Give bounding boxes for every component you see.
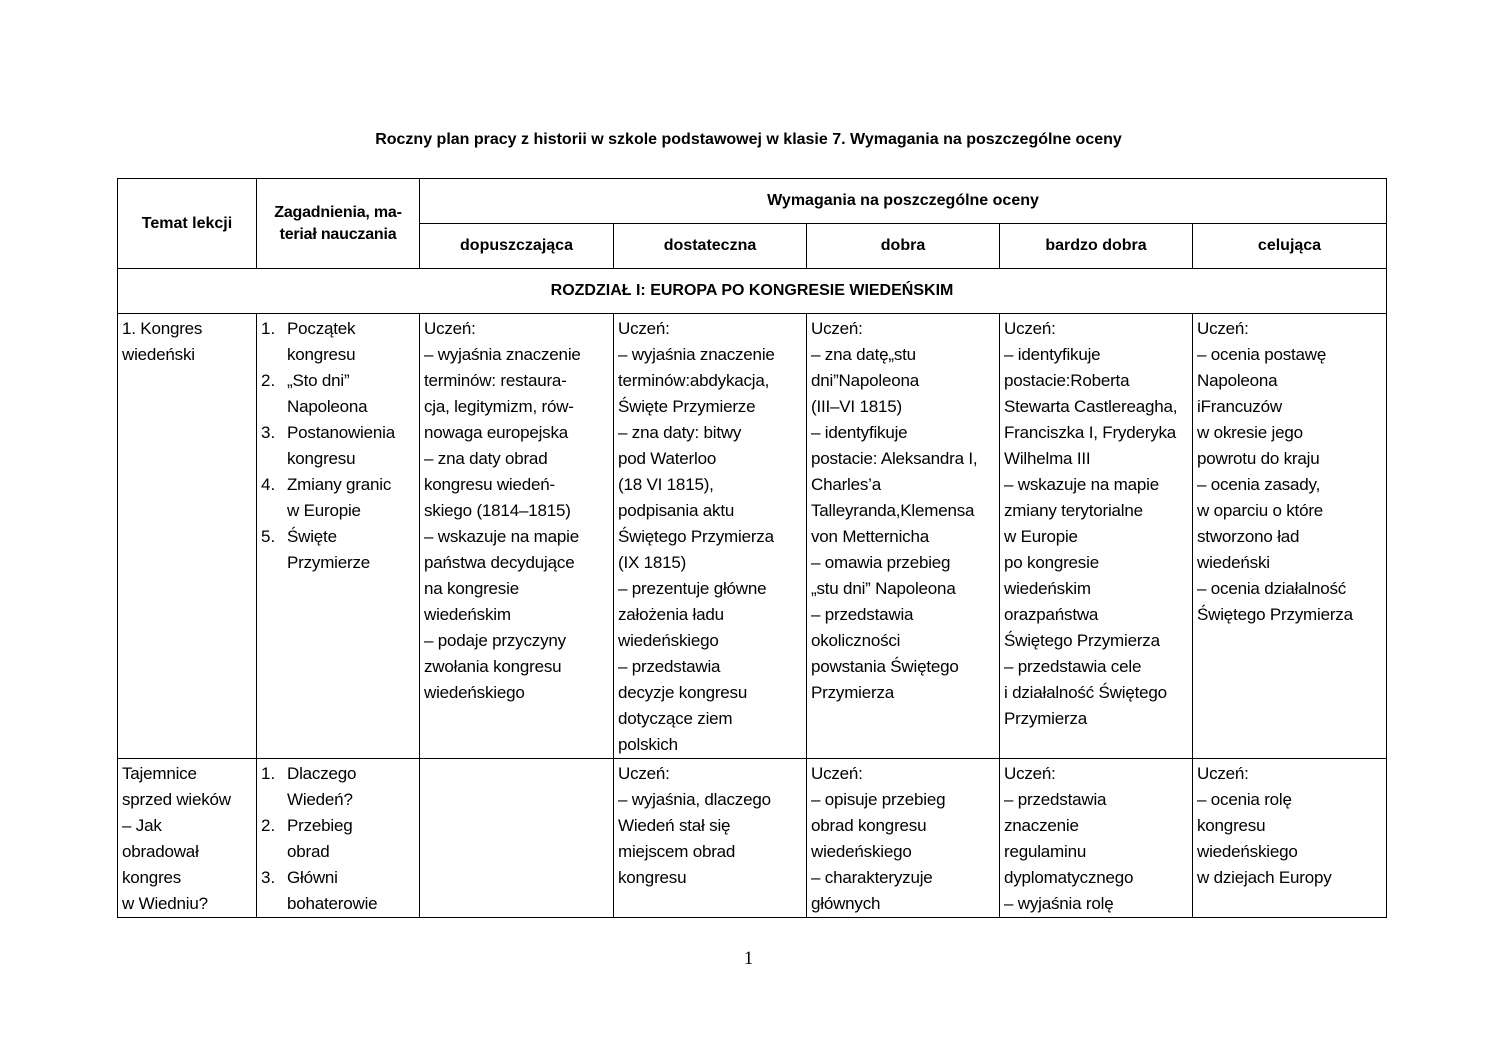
grade-cell-celujaca: Uczeń: – ocenia postawę Napoleona iFrancuzów w okresie jego powrotu do kraju – ocenia zasady, w oparciu o które stworzono ład wiedeński – ocenia działalność Świętego Przymierza bbox=[1193, 314, 1387, 759]
grade-cell-celujaca: Uczeń: – ocenia rolę kongresu wiedeńskiego w dziejach Europy bbox=[1193, 759, 1387, 918]
list-item: 4. Zmiany granic w Europie bbox=[261, 475, 392, 520]
header-issues: Zagadnienia, ma- teriał nauczania bbox=[257, 179, 420, 269]
grade-cell-dopuszczajaca bbox=[420, 759, 614, 918]
grade-cell-dostateczna: Uczeń: – wyjaśnia, dlaczego Wiedeń stał się miejscem obrad kongresu bbox=[614, 759, 807, 918]
header-grade-dostateczna: dostateczna bbox=[614, 224, 807, 269]
lesson-topic: Tajemnice sprzed wieków – Jak obradował kongres w Wiedniu? bbox=[118, 759, 257, 918]
header-grade-dobra: dobra bbox=[807, 224, 1000, 269]
grade-cell-dopuszczajaca: Uczeń: – wyjaśnia znaczenie terminów: restaura- cja, legitymizm, rów- nowaga europejska – zna daty obrad kongresu wiedeń- skiego (1814–1815) – wskazuje na mapie państwa decydujące na kongresie wiedeńskim – podaje przyczyny zwołania kongresu wiedeńskiego bbox=[420, 314, 614, 759]
list-item: 2. Przebieg obrad bbox=[261, 816, 353, 861]
lesson-issues bbox=[257, 759, 420, 918]
page-number: 1 bbox=[743, 948, 754, 969]
list-item: 1. Dlaczego Wiedeń? bbox=[261, 764, 357, 809]
lesson-topic: 1. Kongres wiedeński bbox=[118, 314, 257, 759]
header-requirements: Wymagania na poszczególne oceny bbox=[420, 179, 1387, 224]
list-item: 5. Święte Przymierze bbox=[261, 527, 371, 572]
list-item: 3. Główni bohaterowie bbox=[261, 868, 378, 913]
issues-list bbox=[261, 316, 415, 576]
document-title: Roczny plan pracy z historii w szkole podstawowej w klasie 7. Wymagania na poszczególne oceny bbox=[375, 131, 1122, 148]
grade-cell-dostateczna: Uczeń: – wyjaśnia znaczenie terminów:abdykacja, Święte Przymierze – zna daty: bitwy pod Waterloo (18 VI 1815), podpisania aktu Świętego Przymierza (IX 1815) – prezentuje główne założenia ładu wiedeńskiego – przedstawia decyzje kongresu dotyczące ziem polskich bbox=[614, 314, 807, 759]
header-topic: Temat lekcji bbox=[118, 179, 257, 269]
list-item: 2. „Sto dni” Napoleona bbox=[261, 371, 368, 416]
list-item: 3. Postanowienia kongresu bbox=[261, 423, 395, 468]
requirements-table bbox=[117, 178, 1387, 918]
grade-cell-dobra: Uczeń: – zna datę„stu dni”Napoleona (III–VI 1815) – identyfikuje postacie: Aleksandra I, Charles’a Talleyranda,Klemensa von Metternicha – omawia przebieg „stu dni” Napoleona – przedstawia okoliczności powstania Świętego Przymierza bbox=[807, 314, 1000, 759]
issues-list bbox=[261, 761, 415, 917]
header-grade-bardzo-dobra: bardzo dobra bbox=[1000, 224, 1193, 269]
list-item: 1. Początek kongresu bbox=[261, 319, 356, 364]
table-row bbox=[118, 759, 1387, 918]
table-row bbox=[118, 314, 1387, 759]
grade-cell-bardzo-dobra: Uczeń: – przedstawia znaczenie regulaminu dyplomatycznego – wyjaśnia rolę bbox=[1000, 759, 1193, 918]
header-grade-dopuszczajaca: dopuszczająca bbox=[420, 224, 614, 269]
grade-cell-bardzo-dobra: Uczeń: – identyfikuje postacie:Roberta Stewarta Castlereagha, Franciszka I, Fryderyka Wilhelma III – wskazuje na mapie zmiany terytorialne w Europie po kongresie wiedeńskim orazpaństwa Świętego Przymierza – przedstawia cele i działalność Świętego Przymierza bbox=[1000, 314, 1193, 759]
grade-cell-dobra: Uczeń: – opisuje przebieg obrad kongresu wiedeńskiego – charakteryzuje głównych bbox=[807, 759, 1000, 918]
lesson-issues bbox=[257, 314, 420, 759]
chapter-heading: ROZDZIAŁ I: EUROPA PO KONGRESIE WIEDEŃSKIM bbox=[118, 269, 1387, 314]
header-grade-celujaca: celująca bbox=[1193, 224, 1387, 269]
